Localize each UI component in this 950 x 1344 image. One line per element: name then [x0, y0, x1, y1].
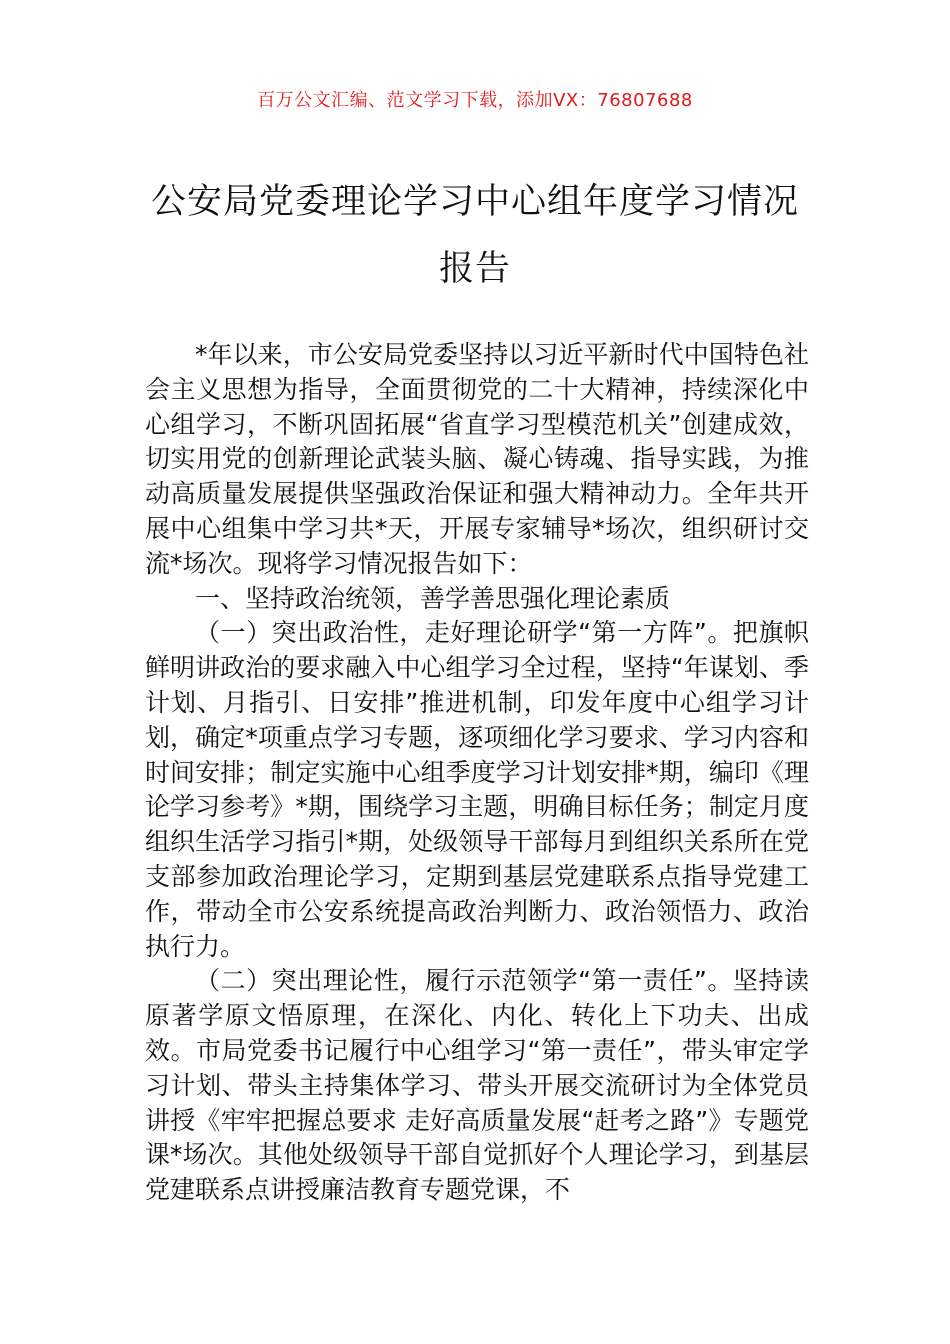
paragraph-section-1-1: （一）突出政治性，走好理论研学“第一方阵”。把旗帜鲜明讲政治的要求融入中心组学习全过程，坚持“年谋划、季计划、月指引、日安排”推进机制，印发年度中心组学习计划，确定*项重点学习专题，逐项细化学习要求、学习内容和时间安排；制定实施中心组季度学习计划安排*期，编印《理论学习参考》*期，围绕学习主题，明确目标任务；制定月度组织生活学习指引*期，处级领导干部每月到组织关系所在党支部参加政治理论学习，定期到基层党建联系点指导党建工作，带动全市公安系统提高政治判断力、政治领悟力、政治执行力。 — [145, 618, 809, 961]
document-body — [145, 338, 809, 1208]
section-heading-1: 一、坚持政治统领，善学善思强化理论素质 — [195, 583, 671, 613]
paragraph-intro: *年以来，市公安局党委坚持以习近平新时代中国特色社会主义思想为指导，全面贯彻党的二十大精神，持续深化中心组学习，不断巩固拓展“省直学习型模范机关”创建成效，切实用党的创新理论武装头脑、凝心铸魂、指导实践，为推动高质量发展提供坚强政治保证和强大精神动力。全年共开展中心组集中学习共*天，开展专家辅导*场次，组织研讨交流*场次。现将学习情况报告如下： — [145, 340, 809, 578]
document-title-line-2: 报告 — [438, 249, 511, 289]
watermark-banner: 百万公文汇编、范文学习下载，添加VX：76807688 — [257, 90, 693, 111]
paragraph-section-1-2: （二）突出理论性，履行示范领学“第一责任”。坚持读原著学原文悟原理，在深化、内化、转化上下功夫、出成效。市局党委书记履行中心组学习“第一责任”，带头审定学习计划、带头主持集体学习、带头开展交流研讨为全体党员讲授《牢牢把握总要求 走好高质量发展“赶考之路”》专题党课*场次。其他处级领导干部自觉抓好个人理论学习，到基层党建联系点讲授廉洁教育专题党课，不 — [145, 966, 809, 1205]
document-title-line-1: 公安局党委理论学习中心组年度学习情况 — [150, 182, 799, 222]
